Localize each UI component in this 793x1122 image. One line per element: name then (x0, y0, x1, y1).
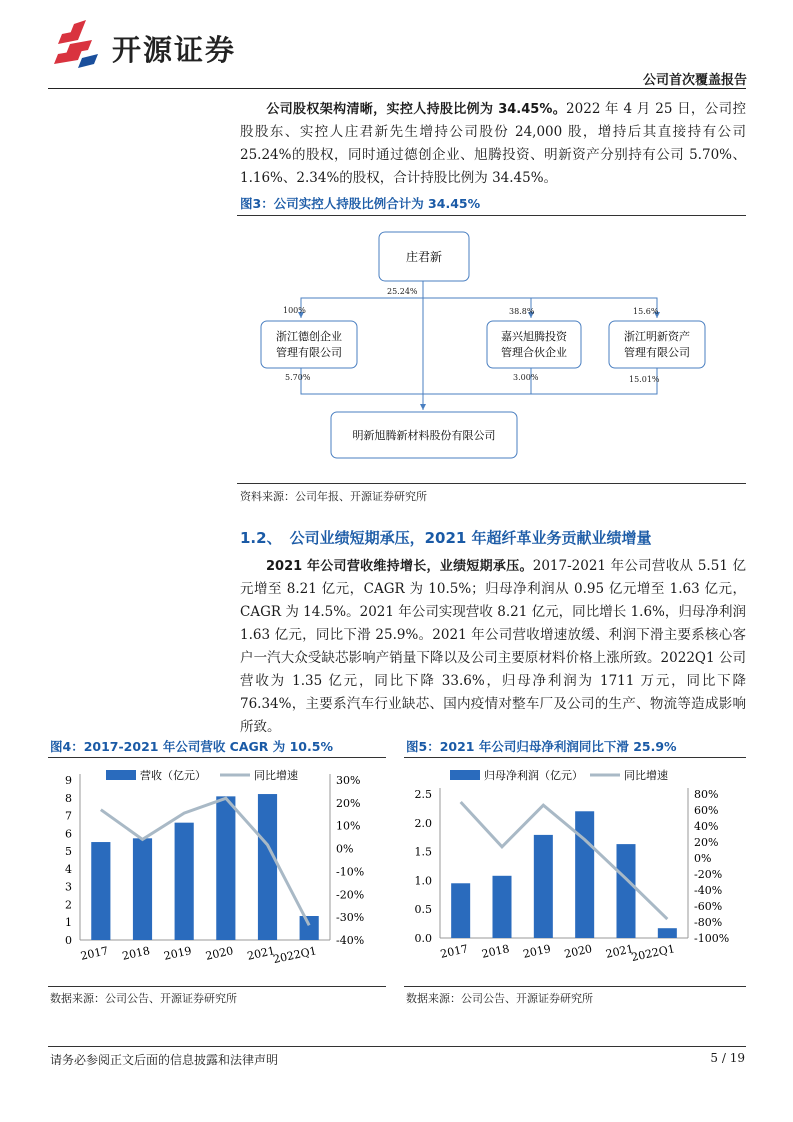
legend-line-label: 同比增速 (254, 769, 298, 782)
category-label: 2020 (204, 944, 235, 963)
node-mingxin-line2: 管理有限公司 (624, 346, 690, 359)
right-tick-label: 80% (694, 788, 719, 801)
legend-bar-swatch (106, 770, 136, 780)
legend-bar-label: 营收（亿元） (140, 769, 206, 782)
edge-owner-mingxin: 15.6% (633, 307, 659, 316)
ownership-diagram (237, 218, 746, 480)
bar (575, 811, 594, 938)
edge-owner-dechuang: 100% (283, 306, 306, 315)
figure4-bottom-rule (48, 986, 386, 987)
right-tick-label: 20% (694, 836, 719, 849)
page-number: 5 / 19 (710, 1051, 745, 1065)
revenue-chart (48, 760, 386, 985)
left-tick-label: 0.5 (414, 903, 432, 917)
left-tick-label: 8 (65, 791, 72, 805)
bar (451, 883, 470, 938)
left-tick-label: 3 (65, 880, 72, 894)
category-label: 2018 (480, 942, 511, 961)
bar (658, 928, 677, 938)
legend-line-label: 同比增速 (624, 769, 668, 782)
node-xuteng-line1: 嘉兴旭腾投资 (501, 330, 567, 343)
legend-bar-swatch (450, 770, 480, 780)
right-tick-label: -30% (336, 911, 365, 925)
bar (175, 823, 194, 940)
figure5-title: 图5：2021 年公司归母净利润同比下滑 25.9% (406, 739, 677, 754)
left-tick-label: 2.5 (414, 788, 432, 801)
right-tick-label: -40% (336, 934, 365, 947)
node-dechuang (261, 321, 357, 368)
right-tick-label: 0% (336, 842, 354, 856)
left-tick-label: 0 (65, 934, 72, 947)
node-owner (379, 232, 469, 281)
section-number: 1.2、 (240, 529, 282, 547)
left-tick-label: 6 (65, 827, 72, 841)
chart-legend (106, 768, 298, 782)
right-tick-label: -60% (694, 900, 723, 913)
category-label: 2021 (604, 942, 635, 961)
left-tick-label: 1.5 (414, 845, 432, 859)
figure4-title: 图4：2017-2021 年公司营收 CAGR 为 10.5% (50, 739, 333, 754)
node-mingxin (609, 321, 705, 368)
node-mingxin-line1: 浙江明新资产 (624, 330, 690, 343)
edge-mingxin-company: 15.01% (629, 375, 660, 384)
node-owner-label: 庄君新 (405, 250, 443, 264)
legend-bar-label: 归母净利润（亿元） (484, 769, 583, 782)
net-profit-chart (404, 760, 746, 985)
bar (616, 844, 635, 938)
figure5-bottom-rule (404, 986, 746, 987)
left-tick-label: 7 (65, 809, 72, 823)
footer-divider (48, 1046, 746, 1047)
bar (492, 876, 511, 938)
category-label: 2019 (521, 942, 552, 961)
left-tick-label: 4 (65, 862, 72, 876)
edge-owner-company: 25.24% (387, 287, 418, 296)
chart-legend (450, 768, 668, 782)
category-label: 2020 (563, 942, 594, 961)
node-company-label: 明新旭腾新材料股份有限公司 (352, 429, 496, 442)
left-tick-label: 2 (65, 898, 72, 912)
category-label: 2017 (79, 944, 110, 963)
bar (216, 796, 235, 940)
left-tick-label: 5 (65, 845, 72, 859)
category-label: 2019 (162, 944, 193, 963)
category-label: 2022Q1 (630, 942, 676, 965)
header-divider (48, 88, 746, 89)
left-tick-label: 2.0 (414, 816, 432, 830)
report-type: 公司首次覆盖报告 (642, 73, 747, 88)
left-tick-label: 0.0 (414, 932, 432, 945)
figure4-top-rule (48, 757, 386, 758)
node-xuteng (487, 321, 581, 368)
category-label: 2017 (439, 942, 470, 961)
left-tick-label: 1.0 (414, 874, 432, 888)
right-tick-label: -80% (694, 916, 723, 929)
edge-xuteng-company: 3.00% (513, 373, 539, 382)
edge-dechuang-company: 5.70% (285, 373, 311, 382)
node-xuteng-line2: 管理合伙企业 (501, 346, 567, 359)
logo-icon (52, 20, 107, 70)
intro-paragraph (240, 98, 746, 190)
right-tick-label: 0% (694, 852, 712, 865)
intro-text: 2022 年 4 月 25 日，公司控股股东、实控人庄君新先生增持公司股份 24,000 股，增持后其直接持有公司 25.24%的股权，同时通过德创企业、旭腾投资、明新资产分别持有公司 5.70%、1.16%、2.34%的股权，合计持股比例为 34.45%。 (240, 101, 746, 186)
right-tick-label: -10% (336, 865, 365, 879)
node-company (331, 412, 517, 458)
right-tick-label: -20% (694, 868, 723, 881)
figure5-top-rule (404, 757, 746, 758)
figure3-bottom-rule (237, 483, 746, 484)
category-label: 2021 (246, 944, 277, 963)
body-paragraph (240, 555, 746, 739)
section-title: 公司业绩短期承压，2021 年超纤革业务贡献业绩增量 (289, 529, 652, 547)
node-dechuang-line1: 浙江德创企业 (276, 330, 342, 343)
footer-disclaimer: 请务必参阅正文后面的信息披露和法律声明 (50, 1053, 279, 1067)
header (0, 0, 793, 95)
bar (534, 835, 553, 938)
growth-line (101, 798, 309, 925)
right-tick-label: 30% (336, 774, 361, 787)
bar (133, 838, 152, 940)
figure5-source: 数据来源：公司公告、开源证券研究所 (406, 992, 593, 1005)
category-label: 2018 (121, 944, 152, 963)
left-tick-label: 9 (65, 774, 72, 787)
bar (258, 794, 277, 940)
para2-text: 2017-2021 年公司营收从 5.51 亿元增至 8.21 亿元，CAGR 为 10.5%；归母净利润从 0.95 亿元增至 1.63 亿元，CAGR 为 14.5%。2021 年公司实现营收 8.21 亿元，同比增长 1.6%，归母净利润 1.63 亿元，同比下滑 25.9%。2021 年公司营收增速放缓、利润下滑主要系核心客户一汽大众受缺芯影响产销量下降以及公司主要原材料价格上涨所致。2022Q1 公司营收为 1.35 亿元，同比下降 33.6%，归母净利润为 1711 万元，同比下降 76.34%，主要系汽车行业缺芯、国内疫情对整车厂及公司的生产、物流等造成影响所致。 (240, 558, 746, 735)
right-tick-label: -40% (694, 884, 723, 897)
logo-text: 开源证券 (112, 33, 237, 67)
figure3-source: 资料来源：公司年报、开源证券研究所 (240, 490, 427, 503)
category-label: 2022Q1 (272, 944, 318, 967)
node-dechuang-line2: 管理有限公司 (276, 346, 342, 359)
bar (91, 842, 110, 940)
para2-bold: 2021 年公司营收维持增长，业绩短期承压。 (266, 559, 533, 574)
bar (300, 916, 319, 940)
growth-line (461, 802, 668, 919)
right-tick-label: -20% (336, 888, 365, 902)
right-tick-label: 60% (694, 804, 719, 817)
edge-owner-xuteng: 38.8% (509, 307, 535, 316)
figure3-title: 图3：公司实控人持股比例合计为 34.45% (240, 196, 481, 211)
right-tick-label: 20% (336, 796, 361, 810)
right-tick-label: 40% (694, 820, 719, 833)
section-heading (240, 527, 652, 548)
figure4-source: 数据来源：公司公告、开源证券研究所 (50, 992, 237, 1005)
left-tick-label: 1 (65, 916, 72, 930)
intro-bold: 公司股权架构清晰，实控人持股比例为 34.45%。 (266, 102, 567, 117)
figure3-top-rule (237, 215, 746, 216)
right-tick-label: -100% (694, 932, 730, 945)
right-tick-label: 10% (336, 819, 361, 833)
